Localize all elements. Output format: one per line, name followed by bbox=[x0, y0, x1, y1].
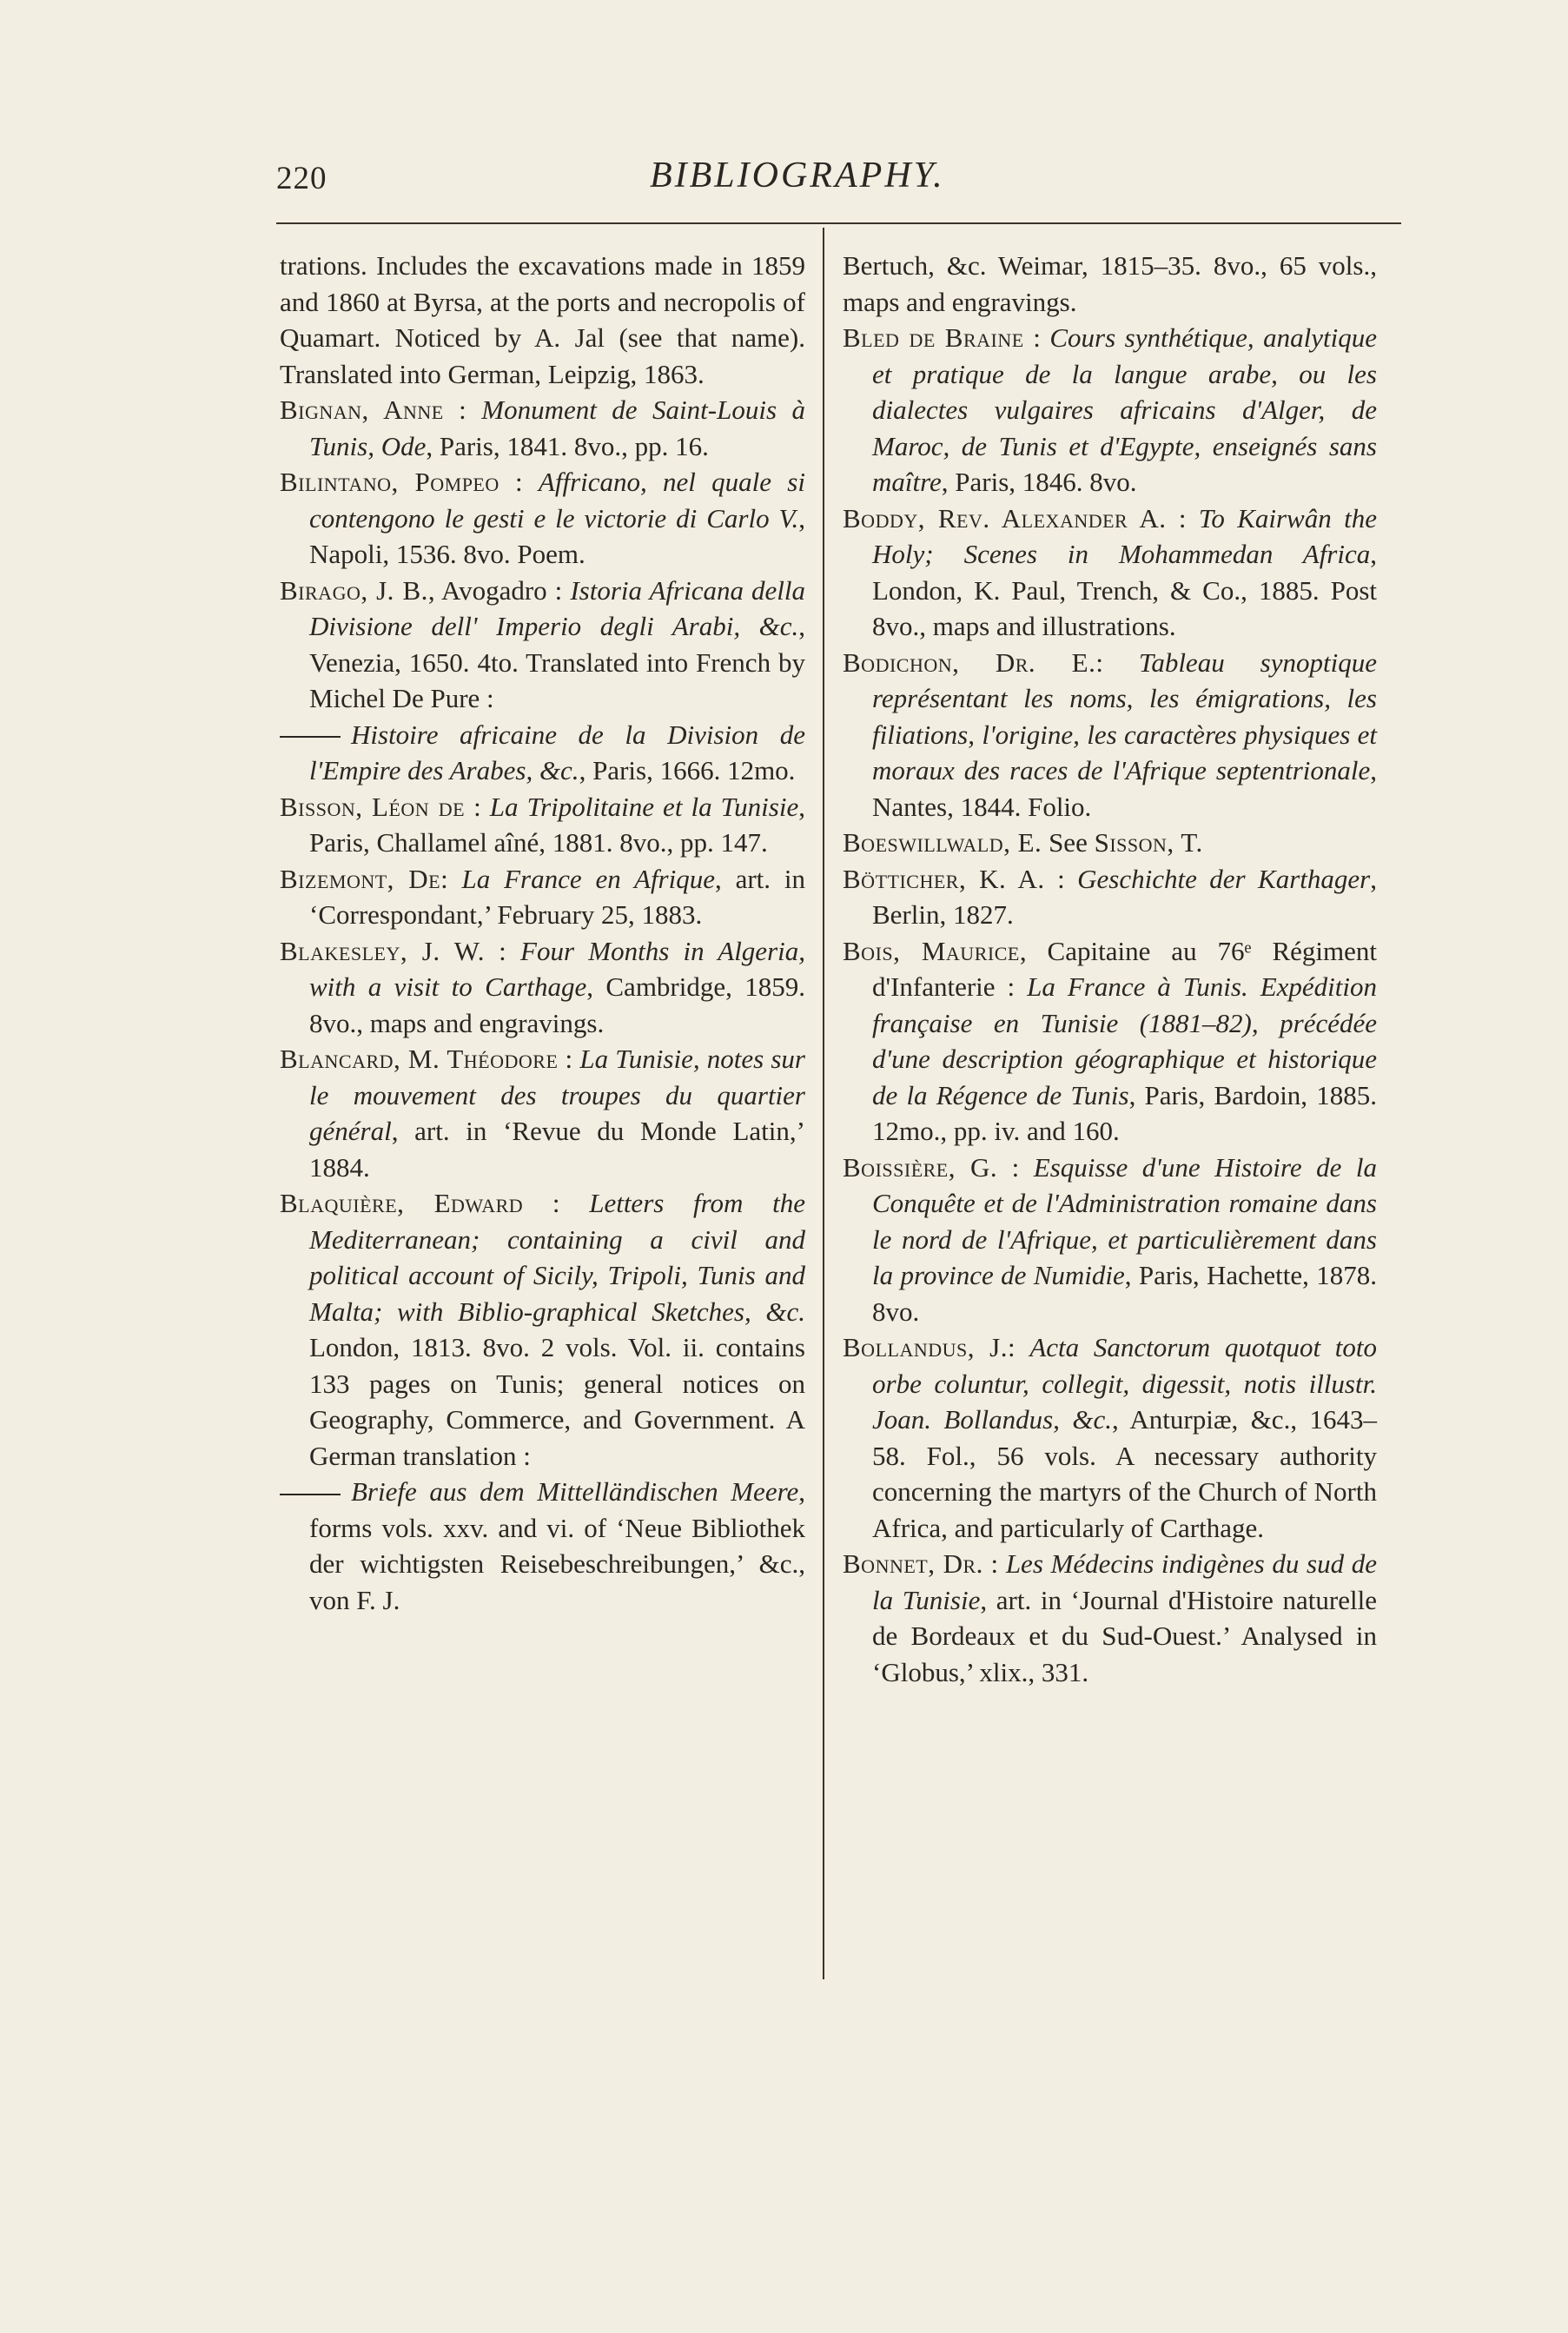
bibliography-entry bbox=[843, 933, 1377, 1150]
entry-separator: : bbox=[997, 1151, 1034, 1183]
bibliography-entry bbox=[280, 464, 805, 573]
entry-details: , Venezia, 1650. 4to. Translated into French by Michel De Pure : bbox=[309, 611, 805, 713]
entry-title: Istoria Africana della Divisione dell' Imperio degli Arabi, &c. bbox=[309, 574, 805, 641]
entry-title: Briefe aus dem Mittelländischen Meere bbox=[351, 1476, 799, 1507]
entry-text: , Capitaine au 76ᵉ Régiment d'Infanterie : bbox=[872, 935, 1377, 1002]
bibliography-entry bbox=[843, 645, 1377, 825]
bibliography-entry bbox=[843, 1150, 1377, 1330]
entry-details: , Paris, Bardoin, 1885. 12mo., pp. iv. and 160. bbox=[872, 1079, 1377, 1146]
entry-author: Bonnet, Dr. bbox=[843, 1548, 983, 1579]
entry-author: Birago, J. B. bbox=[280, 574, 428, 606]
bibliography-entry bbox=[843, 500, 1377, 645]
entry-title: Histoire africaine de la Division de l'Empire des Arabes, &c. bbox=[309, 719, 805, 785]
page-number: 220 bbox=[276, 161, 327, 196]
entry-details: , Paris, 1666. 12mo. bbox=[579, 755, 796, 785]
entry-author: Bisson, Léon de bbox=[280, 791, 466, 822]
entry-separator: : bbox=[982, 1548, 1006, 1579]
entry-author: Bötticher, K. A. bbox=[843, 863, 1045, 894]
entry-title: Tableau synoptique représentant les noms, les émigrations, les filiations, l'origine, les caractères physiques et moraux des races de l'Afrique septentrionale bbox=[872, 646, 1377, 785]
entry-separator: : bbox=[465, 791, 490, 822]
entry-text: Bertuch, &c. Weimar, 1815–35. 8vo., 65 vols., maps and engravings. bbox=[843, 250, 1377, 317]
entry-author: Boissière, G. bbox=[843, 1151, 998, 1183]
entry-author: Bois, Maurice bbox=[843, 935, 1020, 966]
entry-details: , art. in ‘Correspondant,’ February 25, 1883. bbox=[309, 863, 805, 930]
entry-title: Esquisse d'une Histoire de la Conquête et de l'Administration romaine dans le nord de l'Afrique, et particulièrement dans la province de Numidie bbox=[872, 1151, 1377, 1290]
entry-separator: : bbox=[1166, 502, 1199, 534]
entry-author: Bollandus, J. bbox=[843, 1332, 1008, 1362]
entry-details: London, 1813. 8vo. 2 vols. Vol. ii. contains 133 pages on Tunis; general notices on Geography, Commerce, and Government. A German translation : bbox=[309, 1332, 805, 1471]
entry-details: , Nantes, 1844. Folio. bbox=[872, 755, 1377, 822]
bibliography-entry bbox=[280, 392, 805, 464]
entry-details: , Paris, 1841. 8vo., pp. 16. bbox=[426, 430, 709, 461]
entry-author: Bled de Braine bbox=[843, 322, 1024, 353]
ditto-dash bbox=[280, 736, 341, 738]
bibliography-entry bbox=[280, 1474, 805, 1618]
entry-title: Four Months in Algeria, with a visit to Carthage bbox=[309, 935, 805, 1002]
bibliography-entry bbox=[843, 825, 1377, 861]
entry-text: , Avogadro : bbox=[427, 574, 571, 606]
entry-title: To Kairwân the Holy; Scenes in Mohammedan Africa bbox=[872, 502, 1377, 569]
ditto-dash bbox=[280, 1494, 341, 1495]
bibliography-entry bbox=[843, 861, 1377, 933]
running-title: BIBLIOGRAPHY. bbox=[650, 156, 945, 196]
right-column bbox=[843, 248, 1377, 1690]
entry-author: Bignan, Anne bbox=[280, 394, 444, 425]
running-head bbox=[276, 155, 1388, 198]
bibliography-entry bbox=[843, 320, 1377, 500]
bibliography-entry bbox=[280, 717, 805, 789]
entry-details: , forms vols. xxv. and vi. of ‘Neue Bibliothek der wichtigsten Reisebeschreibungen,’ &c., von F. J. bbox=[309, 1476, 805, 1615]
bibliography-entry bbox=[280, 1041, 805, 1185]
entry-separator: : bbox=[440, 863, 462, 894]
entry-author: Bodichon, Dr. E. bbox=[843, 646, 1096, 678]
entry-separator: : bbox=[523, 1188, 590, 1218]
bibliography-entry bbox=[280, 861, 805, 933]
left-column bbox=[280, 248, 805, 1618]
entry-title: La France en Afrique bbox=[461, 863, 715, 894]
entry-title: Les Médecins indigènes du sud de la Tunisie bbox=[872, 1548, 1377, 1615]
entry-author: Boeswillwald, E. bbox=[843, 827, 1042, 858]
entry-separator: : bbox=[1095, 646, 1139, 678]
header-rule bbox=[276, 222, 1401, 224]
entry-author: Blakesley, J. W. bbox=[280, 935, 485, 966]
entry-details: , art. in ‘Journal d'Histoire naturelle de Bordeaux et du Sud-Ouest.’ Analysed in ‘Globus,’ xlix., 331. bbox=[872, 1584, 1377, 1687]
entry-details: , Paris, Hachette, 1878. 8vo. bbox=[872, 1260, 1377, 1327]
entry-title: La Tunisie, notes sur le mouvement des troupes du quartier général bbox=[309, 1044, 805, 1146]
entry-separator: : bbox=[1008, 1332, 1030, 1362]
entry-cross-reference: Sisson, T. bbox=[1094, 827, 1203, 858]
entry-title: Affricano, nel quale si contengono le gesti e le victorie di Carlo V. bbox=[309, 467, 805, 534]
entry-separator: : bbox=[499, 467, 539, 497]
entry-details: , Paris, Challamel aîné, 1881. 8vo., pp. 147. bbox=[309, 791, 805, 858]
entry-title: Letters from the Mediterranean; containing a civil and political account of Sicily, Tripoli, Tunis and Malta; with Biblio-graphical Sketches, &c. bbox=[309, 1188, 805, 1327]
bibliography-entry bbox=[280, 573, 805, 717]
column-divider bbox=[823, 228, 824, 1979]
entry-separator: : bbox=[1023, 322, 1050, 353]
entry-author: Boddy, Rev. Alexander A. bbox=[843, 502, 1167, 534]
entry-separator: : bbox=[443, 394, 482, 425]
entry-details: , Anturpiæ, &c., 1643–58. Fol., 56 vols. A necessary authority concerning the martyrs of the Church of North Africa, and particularly of Carthage. bbox=[872, 1404, 1377, 1543]
entry-title: Monument de Saint-Louis à Tunis, Ode bbox=[309, 394, 805, 461]
entry-details: , Berlin, 1827. bbox=[872, 863, 1377, 930]
entry-author: Blancard, M. Théodore bbox=[280, 1044, 559, 1074]
entry-author: Bilintano, Pompeo bbox=[280, 467, 500, 497]
entry-details: , art. in ‘Revue du Monde Latin,’ 1884. bbox=[309, 1116, 805, 1183]
entry-continuation bbox=[280, 248, 805, 392]
entry-text: See bbox=[1042, 827, 1095, 858]
entry-title: Geschichte der Karthager bbox=[1077, 863, 1371, 894]
entry-title: Acta Sanctorum quotquot toto orbe coluntur, collegit, digessit, notis illustr. Joan. Bollandus, &c. bbox=[872, 1332, 1377, 1435]
entry-separator: : bbox=[558, 1044, 580, 1074]
entry-title: Cours synthétique, analytique et pratique de la langue arabe, ou les dialectes vulgaires africains d'Alger, de Maroc, de Tunis et d'Egypte, enseignés sans maître bbox=[872, 322, 1377, 497]
entry-separator: : bbox=[484, 935, 521, 966]
bibliography-entry bbox=[280, 1185, 805, 1474]
entry-details: , Paris, 1846. 8vo. bbox=[941, 467, 1137, 497]
entry-details: , Napoli, 1536. 8vo. Poem. bbox=[309, 502, 805, 569]
entry-text: trations. Includes the excavations made in 1859 and 1860 at Byrsa, at the ports and necropolis of Quamart. Noticed by A. Jal (see that name). Translated into German, Leipzig, 1863. bbox=[280, 250, 805, 389]
bibliography-entry bbox=[280, 933, 805, 1042]
entry-separator: : bbox=[1044, 863, 1078, 894]
entry-continuation bbox=[843, 248, 1377, 320]
entry-details: , Cambridge, 1859. 8vo., maps and engravings. bbox=[309, 971, 805, 1038]
entry-author: Bizemont, De bbox=[280, 863, 441, 894]
entry-title: La France à Tunis. Expédition française en Tunisie (1881–82), précédée d'une description géographique et historique de la Régence de Tunis bbox=[872, 971, 1377, 1110]
bibliography-entry bbox=[843, 1546, 1377, 1690]
bibliography-entry bbox=[843, 1329, 1377, 1546]
entry-details: , London, K. Paul, Trench, & Co., 1885. Post 8vo., maps and illustrations. bbox=[872, 539, 1377, 641]
bibliography-entry bbox=[280, 789, 805, 861]
entry-title: La Tripolitaine et la Tunisie bbox=[489, 791, 799, 822]
entry-author: Blaquière, Edward bbox=[280, 1188, 524, 1218]
